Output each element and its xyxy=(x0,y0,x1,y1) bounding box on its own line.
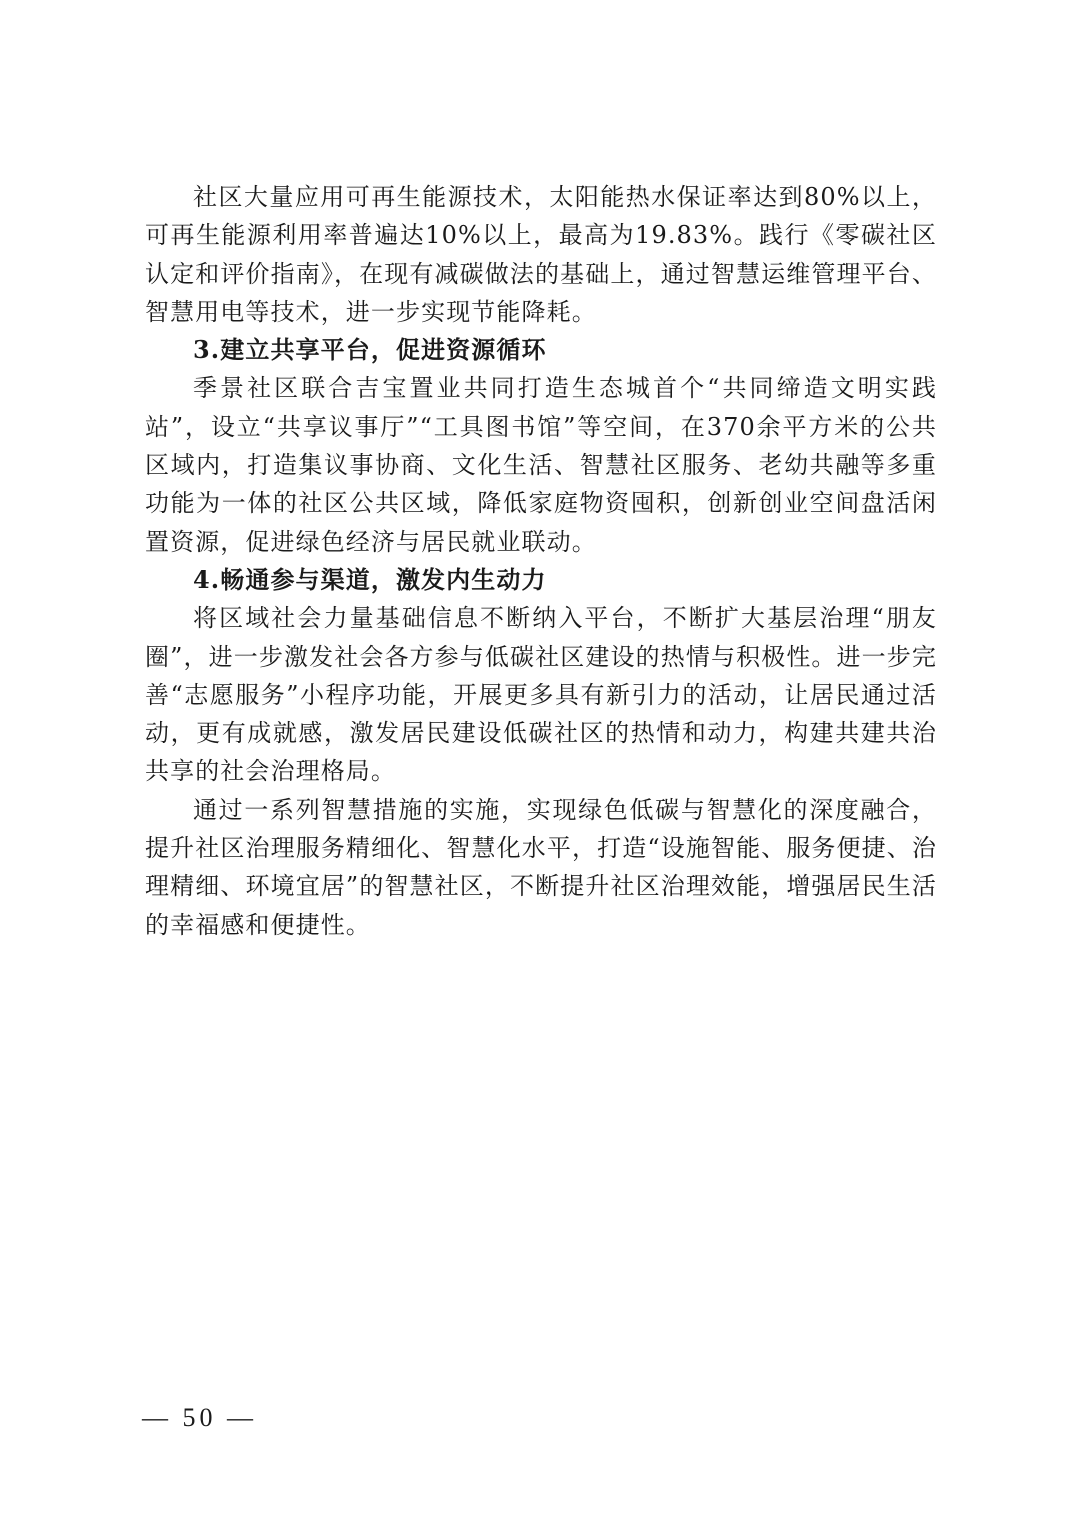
page-number: — 50 — xyxy=(142,1403,257,1432)
paragraph-renewable-energy: 社区大量应用可再生能源技术，太阳能热水保证率达到80%以上，可再生能源利用率普遍达10%以上，最高为19.83%。践行《零碳社区认定和评价指南》，在现有减碳做法的基础上，通过智慧运维管理平台、智慧用电等技术，进一步实现节能降耗。 xyxy=(145,183,937,326)
paragraph-participation: 将区域社会力量基础信息不断纳入平台，不断扩大基层治理“朋友圈”，进一步激发社会各方参与低碳社区建设的热情与积极性。进一步完善“志愿服务”小程序功能，开展更多具有新引力的活动，让居民通过活动，更有成就感，激发居民建设低碳社区的热情和动力，构建共建共治共享的社会治理格局。 xyxy=(145,604,937,786)
document-body xyxy=(145,178,937,944)
section-heading-4: 4.畅通参与渠道，激发内生动力 xyxy=(193,564,547,594)
paragraph-conclusion: 通过一系列智慧措施的实施，实现绿色低碳与智慧化的深度融合，提升社区治理服务精细化、智慧化水平，打造“设施智能、服务便捷、治理精细、环境宜居”的智慧社区，不断提升社区治理效能，增强居民生活的幸福感和便捷性。 xyxy=(145,795,937,939)
paragraph-sharing-platform: 季景社区联合吉宝置业共同打造生态城首个“共同缔造文明实践站”，设立“共享议事厅”“工具图书馆”等空间，在370余平方米的公共区域内，打造集议事协商、文化生活、智慧社区服务、老幼共融等多重功能为一体的社区公共区域，降低家庭物资囤积，创新创业空间盘活闲置资源，促进绿色经济与居民就业联动。 xyxy=(145,374,937,556)
section-heading-3: 3.建立共享平台，促进资源循环 xyxy=(193,335,547,365)
